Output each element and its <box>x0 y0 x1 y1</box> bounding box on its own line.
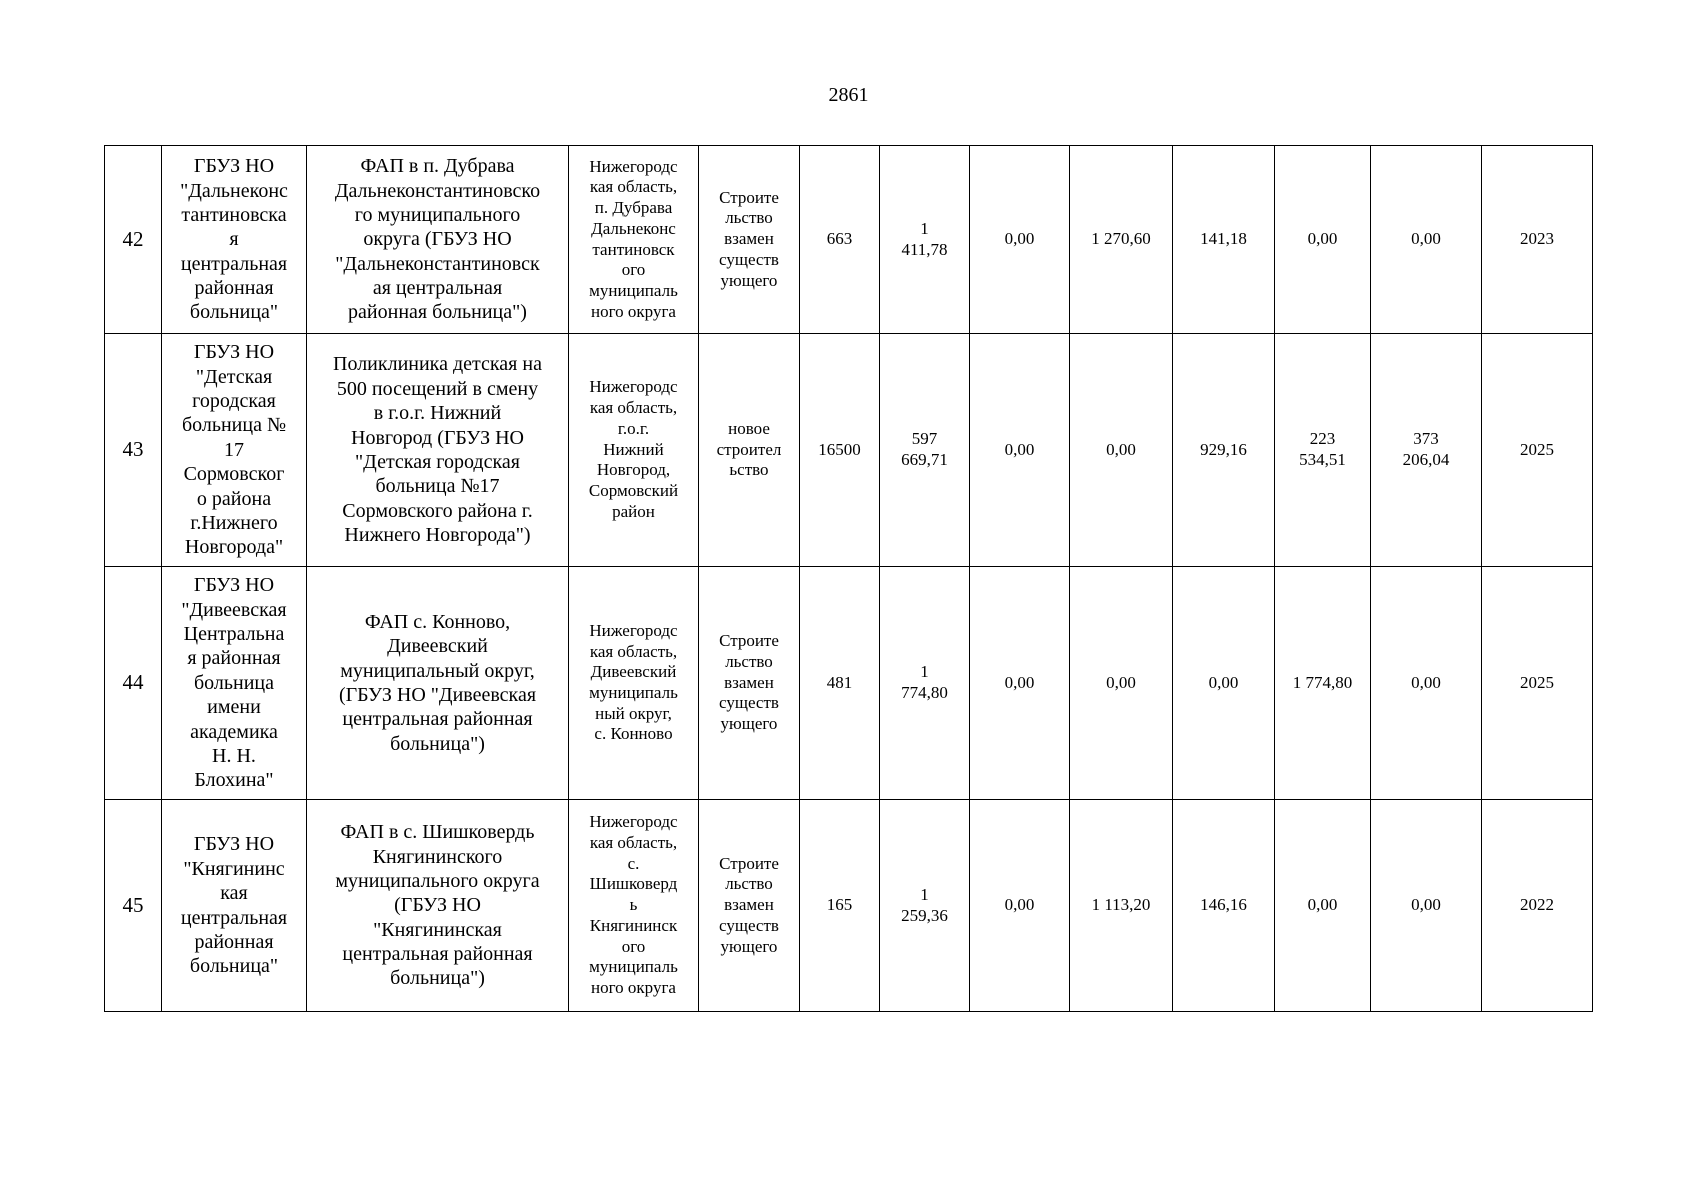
construction-type-cell <box>699 334 800 567</box>
address-cell <box>569 146 699 334</box>
cell-line: кая <box>220 882 248 905</box>
cell-line: больница № <box>181 414 287 437</box>
cell-line: Сормовског <box>183 463 285 486</box>
cell-line: Новгород (ГБУЗ НО <box>351 426 524 449</box>
cell-line: Центральна <box>183 623 285 646</box>
funding-cell-4: 0,00 <box>1275 800 1371 1012</box>
cell-line: Дальнеконстантиновско <box>334 179 541 202</box>
funding-cell-5: 0,00 <box>1371 800 1482 1012</box>
cell-line: ФАП в п. Дубрава <box>360 155 515 178</box>
cell-line: льство <box>725 651 773 671</box>
funding-cell-2: 0,00 <box>1070 334 1173 567</box>
cell-line: я районная <box>187 647 281 670</box>
cell-line: 1 <box>920 884 929 904</box>
cell-line: кая область, <box>589 398 678 418</box>
cell-line: муниципального округа <box>335 869 540 892</box>
cell-line: Нижнего Новгорода") <box>344 524 531 547</box>
cell-line: центральная районная <box>342 708 533 731</box>
cell-line: городская <box>192 390 276 413</box>
cell-line: районная <box>194 277 274 300</box>
cell-line: ьство <box>729 460 769 480</box>
cell-line: Н. Н. <box>212 744 256 767</box>
cell-line: Новгород, <box>596 460 671 480</box>
cell-line: ГБУЗ НО <box>193 155 275 178</box>
total-cost-cell <box>880 334 970 567</box>
cell-line: с. <box>627 853 640 873</box>
organization-cell <box>162 334 307 567</box>
funding-cell-2: 0,00 <box>1070 567 1173 800</box>
cell-line: ГБУЗ НО <box>193 833 275 856</box>
cell-line: больница" <box>189 955 279 978</box>
cell-line: академика <box>190 720 278 743</box>
row-number: 44 <box>105 567 162 800</box>
cell-line: ного округа <box>591 301 676 321</box>
funding-cell-4: 0,00 <box>1275 146 1371 334</box>
cell-line: 373 <box>1413 429 1439 449</box>
cell-line: 669,71 <box>901 450 948 469</box>
cell-line: ого <box>621 260 646 280</box>
cell-line: существ <box>719 249 779 269</box>
funding-cell-3: 146,16 <box>1173 800 1275 1012</box>
cell-line: Новгорода" <box>184 536 284 559</box>
cell-line: муниципальный округ, <box>340 659 535 682</box>
cell-line: районная больница") <box>348 301 527 324</box>
cell-line: я <box>229 228 239 251</box>
cell-line: Нижний <box>603 439 664 459</box>
cell-line: г.Нижнего <box>190 511 278 534</box>
cell-line: "Детская городская <box>355 451 520 473</box>
object-name-cell <box>307 567 569 800</box>
cell-line: кая область, <box>589 832 678 852</box>
cell-line: округа (ГБУЗ НО <box>363 228 512 251</box>
cell-line: 1 <box>920 218 929 238</box>
cell-line: 206,04 <box>1402 450 1450 469</box>
address-cell <box>569 800 699 1012</box>
cell-line: льство <box>725 874 773 894</box>
funding-cell-5: 0,00 <box>1371 146 1482 334</box>
cell-line: районная <box>194 930 274 953</box>
cell-line: тантиновск <box>592 239 675 259</box>
cell-line: район <box>612 501 655 521</box>
funding-cell-1: 0,00 <box>970 146 1070 334</box>
cell-line: ая центральная <box>372 277 503 300</box>
row-number: 45 <box>105 800 162 1012</box>
cell-line: п. Дубрава <box>594 198 673 218</box>
cell-line: муниципаль <box>589 957 678 977</box>
cell-line: 17 <box>224 438 244 461</box>
cell-line: Блохина" <box>194 769 274 792</box>
funding-cell-5 <box>1371 334 1482 567</box>
cell-line: ующего <box>720 714 778 734</box>
funding-cell-1: 0,00 <box>970 567 1070 800</box>
capacity-cell: 481 <box>800 567 880 800</box>
cell-line: строител <box>716 439 782 459</box>
cell-line: ФАП в с. Шишковердь <box>340 821 535 844</box>
cell-line: центральная <box>180 252 288 275</box>
cell-line: больница №17 <box>375 475 500 498</box>
cell-line: г.о.г. <box>617 418 650 438</box>
construction-type-cell <box>699 800 800 1012</box>
cell-line: Строите <box>719 853 779 873</box>
cell-line: Строите <box>719 187 779 207</box>
cell-line: кая область, <box>589 641 678 661</box>
total-cost-cell <box>880 800 970 1012</box>
cell-line: взамен <box>724 895 774 915</box>
cell-line: больница") <box>390 732 485 755</box>
cell-line: центральная <box>180 906 288 929</box>
cell-line: Дивеевский <box>387 635 488 658</box>
funding-cell-2: 1 270,60 <box>1070 146 1173 334</box>
construction-type-cell <box>699 567 800 800</box>
object-name-cell <box>307 334 569 567</box>
cell-line: 500 посещений в смену <box>336 377 539 400</box>
cell-line: Нижегородс <box>589 377 678 397</box>
total-cost-cell <box>880 146 970 334</box>
cell-line: 534,51 <box>1299 450 1346 469</box>
cell-line: ФАП с. Конново, <box>364 610 511 633</box>
construction-type-cell <box>699 146 800 334</box>
cell-line: больница") <box>390 967 485 990</box>
cell-line: "Дивеевская <box>181 598 287 621</box>
cell-line: 1 <box>920 662 929 682</box>
cell-line: с. Конново <box>594 724 673 744</box>
cell-line: Сормовского района г. <box>342 499 533 522</box>
address-cell <box>569 567 699 800</box>
cell-line: (ГБУЗ НО <box>394 894 481 917</box>
capacity-cell: 165 <box>800 800 880 1012</box>
cell-line: ого <box>621 936 646 956</box>
year-cell: 2025 <box>1482 334 1593 567</box>
cell-line: больница" <box>189 301 279 324</box>
cell-line: ГБУЗ НО <box>193 341 275 364</box>
cell-line: ГБУЗ НО <box>193 574 275 597</box>
cell-line: ного округа <box>591 978 676 998</box>
funding-cell-4 <box>1275 334 1371 567</box>
cell-line: ующего <box>720 270 778 290</box>
cell-line: Княгининского <box>372 845 503 868</box>
funding-cell-4: 1 774,80 <box>1275 567 1371 800</box>
capacity-cell: 663 <box>800 146 880 334</box>
cell-line: "Дальнеконс <box>180 179 288 202</box>
cell-line: больница <box>194 671 274 694</box>
organization-cell <box>162 567 307 800</box>
funding-cell-3: 0,00 <box>1173 567 1275 800</box>
funding-cell-1: 0,00 <box>970 334 1070 567</box>
cell-line: 597 <box>911 429 938 449</box>
cell-line: "Княгининс <box>183 857 285 880</box>
table-row <box>105 800 1593 1012</box>
organization-cell <box>162 800 307 1012</box>
cell-line: муниципаль <box>589 683 678 702</box>
year-cell: 2022 <box>1482 800 1593 1012</box>
cell-line: ующего <box>720 936 778 956</box>
cell-line: "Княгининская <box>373 918 502 941</box>
cell-line: центральная районная <box>342 943 533 966</box>
cell-line: в г.о.г. Нижний <box>373 402 502 425</box>
cell-line: ный округ, <box>595 703 672 723</box>
capacity-cell: 16500 <box>800 334 880 567</box>
cell-line: Поликлиника детская на <box>333 353 542 376</box>
total-cost-cell <box>880 567 970 800</box>
year-cell: 2023 <box>1482 146 1593 334</box>
cell-line: 259,36 <box>901 905 948 925</box>
cell-line: (ГБУЗ НО "Дивеевская <box>338 684 537 706</box>
cell-line: о района <box>196 487 272 510</box>
cell-line: "Дальнеконстантиновск <box>335 252 540 275</box>
cell-line: Дивеевский <box>590 662 677 682</box>
cell-line: Нижегородс <box>589 620 678 640</box>
cell-line: "Детская <box>195 365 273 388</box>
row-number: 43 <box>105 334 162 567</box>
funding-cell-5: 0,00 <box>1371 567 1482 800</box>
year-cell: 2025 <box>1482 567 1593 800</box>
cell-line: имени <box>207 696 261 719</box>
cell-line: Сормовский <box>588 481 679 501</box>
cell-line: кая область, <box>589 177 678 197</box>
address-cell <box>569 334 699 567</box>
cell-line: взамен <box>724 229 774 249</box>
cell-line: 774,80 <box>901 683 948 702</box>
cell-line: 223 <box>1309 429 1336 449</box>
cell-line: Княгининск <box>589 915 678 935</box>
cell-line: существ <box>719 693 779 713</box>
cell-line: го муниципального <box>354 203 521 226</box>
table-row <box>105 146 1593 334</box>
cell-line: взамен <box>724 672 774 692</box>
table-row <box>105 334 1593 567</box>
investment-objects-table <box>104 145 1593 1012</box>
cell-line: муниципаль <box>589 280 678 300</box>
object-name-cell <box>307 146 569 334</box>
funding-cell-2: 1 113,20 <box>1070 800 1173 1012</box>
cell-line: ь <box>629 895 638 915</box>
cell-line: Дальнеконс <box>591 218 676 238</box>
cell-line: Шишковерд <box>589 874 678 894</box>
funding-cell-3: 141,18 <box>1173 146 1275 334</box>
page-number: 2861 <box>828 84 869 106</box>
cell-line: тантиновска <box>181 203 287 226</box>
cell-line: Нижегородс <box>589 156 678 176</box>
cell-line: льство <box>725 208 773 228</box>
cell-line: 411,78 <box>901 239 948 259</box>
organization-cell <box>162 146 307 334</box>
cell-line: существ <box>719 915 779 935</box>
table-row <box>105 567 1593 800</box>
cell-line: Строите <box>719 631 779 651</box>
object-name-cell <box>307 800 569 1012</box>
funding-cell-1: 0,00 <box>970 800 1070 1012</box>
row-number: 42 <box>105 146 162 334</box>
funding-cell-3: 929,16 <box>1173 334 1275 567</box>
cell-line: новое <box>728 418 770 438</box>
cell-line: Нижегородс <box>589 812 678 832</box>
